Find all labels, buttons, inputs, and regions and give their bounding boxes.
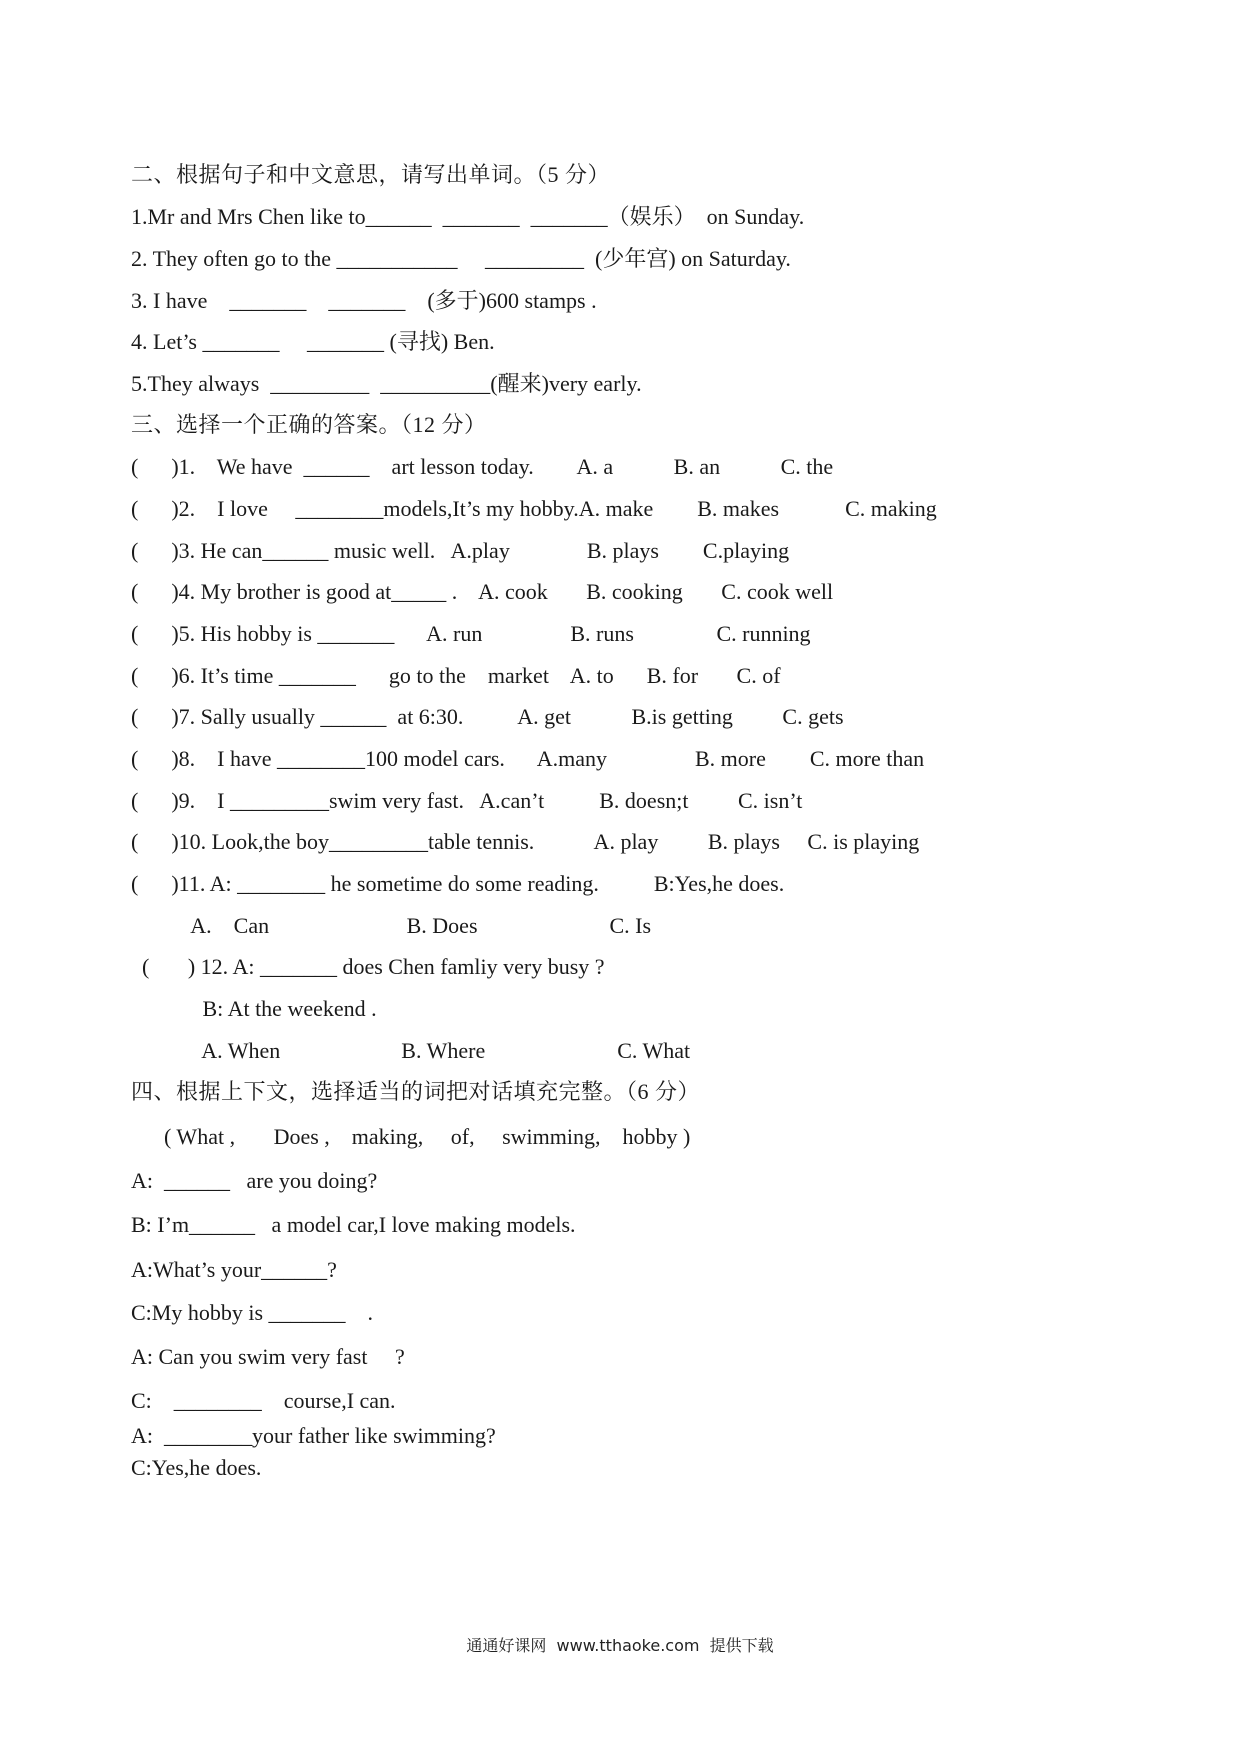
question-2: ( )2. I love ________models,It’s my hobby.A. make B. makes C. making	[131, 496, 937, 521]
question-3: ( )3. He can______ music well. A.play B. plays C.playing	[131, 538, 790, 563]
question-5: ( )5. His hobby is _______ A. run B. runs C. running	[131, 621, 811, 646]
question-7: ( )7. Sally usually ______ at 6:30. A. get B.is getting C. gets	[131, 704, 844, 729]
section2-heading: 二、根据句子和中文意思，请写出单词。（5 分）	[131, 162, 611, 187]
question-11-options: A. Can B. Does C. Is	[131, 913, 652, 938]
dialog-line-8: C:Yes,he does.	[131, 1455, 262, 1480]
question-8: ( )8. I have ________100 model cars. A.many B. more C. more than	[131, 746, 925, 771]
question-12-answer: B: At the weekend .	[131, 996, 377, 1021]
question-9: ( )9. I _________swim very fast. A.can’t B. doesn;t C. isn’t	[131, 788, 803, 813]
section3-heading: 三、选择一个正确的答案。（12 分）	[131, 412, 487, 437]
dialog-line-2: B: I’m______ a model car,I love making models.	[131, 1212, 576, 1237]
question-6: ( )6. It’s time _______ go to the market A. to B. for C. of	[131, 663, 781, 688]
question-4: ( )4. My brother is good at_____ . A. cook B. cooking C. cook well	[131, 579, 834, 604]
question-12: ( ) 12. A: _______ does Chen famliy very busy ?	[131, 954, 605, 979]
dialog-line-3: A:What’s your______?	[131, 1257, 337, 1282]
dialog-line-1: A: ______ are you doing?	[131, 1168, 378, 1193]
section2-line-5: 5.They always _________ __________(醒来)very early.	[131, 371, 642, 396]
section2-line-4: 4. Let’s _______ _______ (寻找) Ben.	[131, 329, 495, 354]
dialog-line-5: A: Can you swim very fast ?	[131, 1344, 405, 1369]
dialog-line-7: A: ________your father like swimming?	[131, 1423, 496, 1448]
question-12-options: A. When B. Where C. What	[131, 1038, 691, 1063]
question-10: ( )10. Look,the boy_________table tennis. A. play B. plays C. is playing	[131, 829, 920, 854]
page-footer: 通通好课网 www.tthaoke.com 提供下载	[466, 1636, 774, 1655]
dialog-line-6: C: ________ course,I can.	[131, 1388, 396, 1413]
section2-line-3: 3. I have _______ _______ (多于)600 stamps .	[131, 288, 597, 313]
dialog-line-4: C:My hobby is _______ .	[131, 1300, 374, 1325]
section2-line-1: 1.Mr and Mrs Chen like to______ _______ _______（娱乐） on Sunday.	[131, 204, 805, 229]
section4-heading: 四、根据上下文，选择适当的词把对话填充完整。（6 分）	[131, 1079, 701, 1104]
question-11: ( )11. A: ________ he sometime do some reading. B:Yes,he does.	[131, 871, 785, 896]
question-1: ( )1. We have ______ art lesson today. A. a B. an C. the	[131, 454, 834, 479]
word-bank: ( What , Does , making, of, swimming, hobby )	[131, 1124, 691, 1149]
section2-line-2: 2. They often go to the ___________ _________ (少年宫) on Saturday.	[131, 246, 791, 271]
